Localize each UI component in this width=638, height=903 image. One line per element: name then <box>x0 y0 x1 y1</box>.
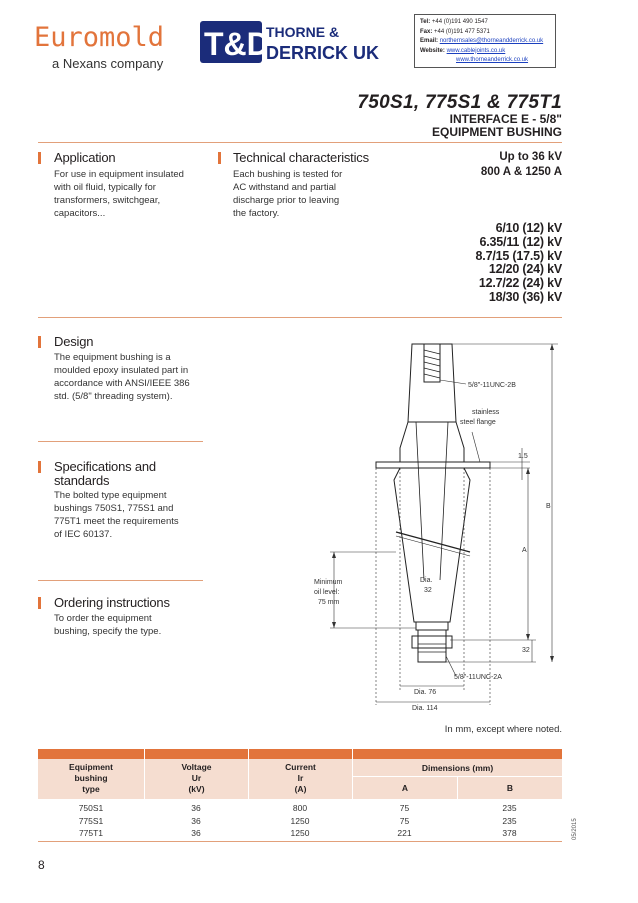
specs-heading <box>54 460 156 488</box>
ordering-text <box>54 612 161 638</box>
th-dimensions: Dimensions (mm) <box>421 763 494 773</box>
table-row <box>38 802 562 815</box>
bushing-drawing <box>300 330 562 715</box>
cell-voltage: 36 <box>191 803 201 813</box>
table-bottom-line <box>38 841 562 842</box>
cell-voltage: 36 <box>191 815 201 826</box>
oil-label-1: Minimum <box>314 579 343 586</box>
dia32-label-2: 32 <box>424 587 432 594</box>
dia114-label: Dia. 114 <box>412 705 438 712</box>
application-text <box>54 168 184 220</box>
divider-design <box>38 441 203 442</box>
thorne-derrick-logo <box>200 17 410 67</box>
voltage-item: 8.7/15 (17.5) kV <box>475 248 562 263</box>
ordering-bar <box>38 597 41 609</box>
cell-current: 1250 <box>290 815 310 826</box>
th-line: Ir <box>297 773 304 783</box>
thread-bottom-label: 5/8"-11UNC-2A <box>454 674 502 681</box>
application-bar <box>38 152 41 164</box>
dia76-label: Dia. 76 <box>414 689 437 696</box>
dim-1-5: 1.5 <box>518 453 528 460</box>
th-line: Equipment <box>69 762 113 772</box>
cell-b: 235 <box>502 815 517 826</box>
table-row <box>38 827 562 840</box>
application-line: transformers, switchgear, <box>54 195 161 206</box>
web-label: Website: <box>420 47 445 54</box>
web-link-1[interactable]: www.cablejoints.co.uk <box>446 47 506 54</box>
dim-32: 32 <box>522 647 530 654</box>
cell-a: 221 <box>397 828 412 838</box>
page-number: 8 <box>38 858 45 872</box>
euromold-logo: Euromold <box>34 22 165 53</box>
application-heading: Application <box>54 150 116 165</box>
th-line: bushing <box>74 773 108 783</box>
technical-line: discharge prior to leaving <box>233 195 340 206</box>
th-line: (kV) <box>188 784 205 794</box>
th-b: B <box>506 783 514 793</box>
divider-mid <box>38 317 562 318</box>
ordering-heading: Ordering instructions <box>54 595 170 610</box>
cell-current: 1250 <box>290 828 310 838</box>
technical-line: AC withstand and partial <box>233 182 336 193</box>
technical-bar <box>218 152 221 164</box>
cell-a: 75 <box>399 803 410 813</box>
specs-line: 775T1 meet the requirements <box>54 516 179 527</box>
dim-b: B <box>546 503 551 510</box>
subtitle-line1: INTERFACE E - 5/8" <box>449 112 562 126</box>
specs-bar <box>38 461 41 473</box>
application-line: with oil fluid, typically for <box>54 182 156 193</box>
ordering-line: bushing, specify the type. <box>54 626 162 637</box>
cell-current: 800 <box>292 803 308 813</box>
design-line: moulded epoxy insulated part in <box>54 365 189 376</box>
td-logo-icon <box>200 17 410 67</box>
th-a: A <box>401 783 409 793</box>
fax-label: Fax: <box>420 28 433 35</box>
rating-summary <box>481 150 562 180</box>
rating-current: 800 A & 1250 A <box>480 166 562 178</box>
oil-label-2: oil level: <box>314 589 340 596</box>
design-text <box>54 351 190 403</box>
specs-heading-line1: Specifications and <box>54 459 156 474</box>
design-line: The equipment bushing is a <box>54 352 171 363</box>
cell-b: 235 <box>502 803 517 813</box>
table-body <box>38 802 562 840</box>
dim-a: A <box>522 547 527 554</box>
table-top-bar <box>38 749 562 759</box>
application-line: For use in equipment insulated <box>54 169 184 180</box>
voltage-item: 18/30 (36) kV <box>488 289 562 304</box>
td-line1: THORNE & <box>266 24 340 40</box>
email-label: Email: <box>420 38 439 44</box>
divider-top <box>38 142 562 143</box>
design-line: accordance with ANSI/IEEE 386 <box>54 378 190 389</box>
web-link-2[interactable]: www.thorneanderrick.co.uk <box>456 57 529 63</box>
flange-label-2: steel flange <box>460 419 496 426</box>
technical-line: the factory. <box>233 208 280 219</box>
th-voltage <box>145 762 248 795</box>
design-heading: Design <box>54 334 94 349</box>
specs-line: The bolted type equipment <box>54 490 167 501</box>
td-mark: T&D <box>204 26 270 62</box>
product-title: 750S1, 775S1 & 775T1 <box>357 92 562 113</box>
divider-specs <box>38 580 203 581</box>
th-line: Ur <box>191 773 202 783</box>
technical-text <box>233 168 342 220</box>
nexans-tagline: a Nexans company <box>52 56 164 71</box>
subtitle-line2: EQUIPMENT BUSHING <box>431 125 562 139</box>
voltage-item: 12/20 (24) kV <box>488 262 562 277</box>
cell-type: 775S1 <box>78 815 104 826</box>
design-bar <box>38 336 41 348</box>
application-line: capacitors... <box>54 208 106 219</box>
td-line2: DERRICK UK <box>266 43 380 63</box>
table-row <box>38 815 562 828</box>
cell-b: 378 <box>502 828 517 838</box>
email-link[interactable]: northernsales@thorneandderrick.co.uk <box>439 38 544 44</box>
product-subtitle <box>432 113 562 139</box>
cell-voltage: 36 <box>191 828 201 838</box>
tel-label: Tel: <box>420 19 431 25</box>
specs-text <box>54 489 179 541</box>
thread-top-label: 5/8"-11UNC-2B <box>468 382 516 389</box>
voltage-list <box>476 222 562 305</box>
tel-value: +44 (0)191 490 1547 <box>431 19 488 25</box>
th-type <box>38 762 144 795</box>
contact-box <box>414 14 556 68</box>
th-line: Current <box>285 762 316 772</box>
flange-label-1: stainless <box>472 409 500 416</box>
technical-heading: Technical characteristics <box>233 150 369 165</box>
specs-heading-line2: standards <box>54 473 110 488</box>
ordering-line: To order the equipment <box>54 613 152 624</box>
side-date: 05/2015 <box>572 818 578 840</box>
voltage-item: 12.7/22 (24) kV <box>478 276 562 291</box>
th-current <box>249 762 352 795</box>
cell-type: 775T1 <box>78 828 104 838</box>
specs-line: of IEC 60137. <box>54 529 113 540</box>
cell-type: 750S1 <box>78 803 104 813</box>
technical-line: Each bushing is tested for <box>233 169 343 180</box>
voltage-item: 6/10 (12) kV <box>495 221 562 235</box>
voltage-item: 6.35/11 (12) kV <box>479 234 562 249</box>
th-line: (A) <box>294 784 307 794</box>
specs-line: bushings 750S1, 775S1 and <box>54 503 174 514</box>
rating-voltage: Up to 36 kV <box>499 151 562 163</box>
fax-value: +44 (0)191 477 5371 <box>434 28 490 35</box>
units-note: In mm, except where noted. <box>444 724 562 735</box>
cell-a: 75 <box>399 815 410 826</box>
dia32-label-1: Dia. <box>420 577 433 584</box>
th-line: type <box>82 784 100 794</box>
design-line: std. (5/8" threading system). <box>54 391 173 402</box>
oil-label-3: 75 mm <box>318 599 340 606</box>
th-line: Voltage <box>181 762 212 772</box>
